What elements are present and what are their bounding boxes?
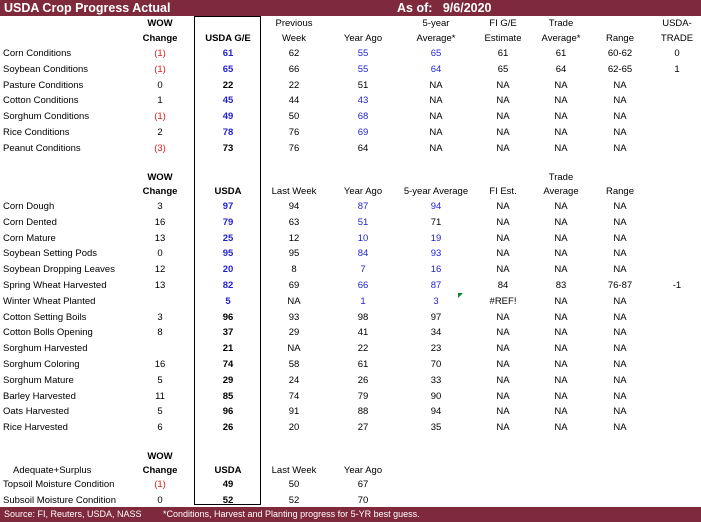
fi-estimate-cell: NA xyxy=(496,142,510,154)
usda-cell: 45 xyxy=(222,95,234,107)
previous-week-cell: 24 xyxy=(288,374,300,386)
year-ago-cell: 55 xyxy=(357,63,369,75)
range-cell: NA xyxy=(613,201,627,212)
header-last-week: Last Week xyxy=(271,186,317,197)
wow-change-cell: 5 xyxy=(157,406,163,418)
year-ago-cell: 26 xyxy=(357,374,369,386)
usda-cell: 37 xyxy=(222,327,234,339)
trade-average-cell: NA xyxy=(554,111,568,123)
range-cell: NA xyxy=(613,142,627,154)
table-row xyxy=(0,110,701,124)
trade-average-cell: NA xyxy=(554,374,568,386)
range-cell: NA xyxy=(613,248,627,260)
five-year-average-cell: 94 xyxy=(430,201,442,212)
row-label: Soybean Setting Pods xyxy=(3,248,98,260)
usda-cell: 85 xyxy=(222,390,234,402)
usda-cell: 78 xyxy=(222,127,234,138)
previous-week-cell: 50 xyxy=(288,111,300,123)
year-ago-cell: 10 xyxy=(357,232,369,244)
usda-cell: 82 xyxy=(222,280,234,291)
year-ago-cell: 70 xyxy=(357,494,369,506)
usda-trade-cell: -1 xyxy=(672,280,682,291)
row-label: Rice Harvested xyxy=(3,422,68,434)
five-year-average-cell: 90 xyxy=(430,390,442,402)
header-change: Change xyxy=(142,33,178,44)
year-ago-cell: 1 xyxy=(360,295,366,307)
fi-estimate-cell: NA xyxy=(496,232,510,244)
year-ago-cell: 67 xyxy=(357,479,369,490)
trade-average-cell: NA xyxy=(554,359,568,370)
year-ago-cell: 22 xyxy=(357,343,369,355)
usda-cell: 95 xyxy=(222,248,234,260)
year-ago-cell: 79 xyxy=(357,390,369,402)
trade-average-cell: NA xyxy=(554,343,568,355)
usda-cell: 49 xyxy=(222,111,234,123)
fi-estimate-cell: NA xyxy=(496,406,510,418)
header-year-ago: Year Ago xyxy=(343,186,383,197)
header-usda-trade: USDA- xyxy=(662,18,692,29)
table-row xyxy=(0,374,701,388)
range-cell: NA xyxy=(613,127,627,138)
wow-change-cell: (3) xyxy=(154,142,166,154)
trade-average-cell: 61 xyxy=(555,48,567,59)
table-row xyxy=(0,94,701,108)
previous-week-cell: 74 xyxy=(288,390,300,402)
previous-week-cell: 93 xyxy=(288,311,300,323)
header-year-ago: Year Ago xyxy=(343,33,383,44)
table-row xyxy=(0,390,701,404)
row-label: Corn Dented xyxy=(3,216,57,228)
footer-source: Source: FI, Reuters, USDA, NASS xyxy=(4,509,142,519)
year-ago-cell: 98 xyxy=(357,311,369,323)
fi-estimate-cell: 61 xyxy=(497,48,509,59)
header-average: Average xyxy=(543,186,579,197)
fi-estimate-cell: NA xyxy=(496,79,510,91)
table-row xyxy=(0,247,701,261)
range-cell: NA xyxy=(613,232,627,244)
table-row xyxy=(0,494,701,508)
previous-week-cell: 20 xyxy=(288,422,300,434)
year-ago-cell: 7 xyxy=(360,264,366,276)
wow-change-cell: (1) xyxy=(154,479,166,490)
year-ago-cell: 88 xyxy=(357,406,369,418)
header-fi-est: FI Est. xyxy=(489,186,517,197)
trade-average-cell: NA xyxy=(554,327,568,339)
range-cell: NA xyxy=(613,343,627,355)
last-week-cell: 50 xyxy=(288,479,300,490)
header-5yr: 5-year xyxy=(422,18,450,29)
previous-week-cell: 44 xyxy=(288,95,300,107)
table-row xyxy=(0,232,701,246)
five-year-average-cell: 94 xyxy=(430,406,442,418)
trade-average-cell: NA xyxy=(554,390,568,402)
five-year-average-cell: 34 xyxy=(430,327,442,339)
table-row xyxy=(0,142,701,156)
five-year-average-cell: 65 xyxy=(430,48,442,59)
header-5yr-average: 5-year Average xyxy=(403,186,469,197)
range-cell: NA xyxy=(613,111,627,123)
usda-cell: 73 xyxy=(222,142,234,154)
five-year-average-cell: 71 xyxy=(430,216,442,228)
range-cell: NA xyxy=(613,216,627,228)
range-cell: NA xyxy=(613,311,627,323)
header-trade: Trade xyxy=(548,172,574,183)
trade-average-cell: NA xyxy=(554,248,568,260)
header-adequate-surplus: Adequate+Surplus xyxy=(13,465,92,476)
range-cell: NA xyxy=(613,79,627,91)
usda-cell: 74 xyxy=(222,359,234,370)
trade-average-cell: NA xyxy=(554,79,568,91)
report-title: USDA Crop Progress Actual xyxy=(4,1,171,15)
fi-estimate-cell: #REF! xyxy=(489,295,517,307)
year-ago-cell: 69 xyxy=(357,127,369,138)
row-label: Pasture Conditions xyxy=(3,79,84,91)
row-label: Spring Wheat Harvested xyxy=(3,280,107,291)
wow-change-cell: 8 xyxy=(157,327,163,339)
year-ago-cell: 66 xyxy=(357,280,369,291)
usda-cell: 97 xyxy=(222,201,234,212)
row-label: Corn Mature xyxy=(3,232,56,244)
five-year-average-cell: NA xyxy=(429,127,443,138)
wow-change-cell: 0 xyxy=(157,248,163,260)
section2-header-row-top xyxy=(0,172,701,186)
wow-change-cell: 3 xyxy=(157,201,163,212)
usda-cell: 29 xyxy=(222,374,234,386)
last-week-cell: 52 xyxy=(288,494,300,506)
row-label: Cotton Setting Boils xyxy=(3,311,87,323)
fi-estimate-cell: NA xyxy=(496,201,510,212)
five-year-average-cell: 23 xyxy=(430,343,442,355)
table-row xyxy=(0,79,701,93)
usda-cell: 20 xyxy=(222,264,234,276)
year-ago-cell: 43 xyxy=(357,95,369,107)
five-year-average-cell: 16 xyxy=(430,264,442,276)
range-cell: 62-65 xyxy=(607,63,633,75)
header-trade-average: Average* xyxy=(541,33,581,44)
footer-note: *Conditions, Harvest and Planting progress for 5-YR best guess. xyxy=(163,509,420,519)
as-of-date: As of: 9/6/2020 xyxy=(397,1,492,15)
wow-change-cell: 0 xyxy=(157,79,163,91)
fi-estimate-cell: NA xyxy=(496,216,510,228)
range-cell: NA xyxy=(613,264,627,276)
header-usda-ge: USDA G/E xyxy=(205,33,251,44)
wow-change-cell: (1) xyxy=(154,48,166,59)
row-label: Subsoil Moisture Condition xyxy=(3,494,117,506)
year-ago-cell: 41 xyxy=(357,327,369,339)
header-usda: USDA xyxy=(214,465,242,476)
usda-trade-cell: 1 xyxy=(674,63,680,75)
header-trade-diff: TRADE xyxy=(660,33,694,44)
five-year-average-cell: 93 xyxy=(430,248,442,260)
usda-cell: 25 xyxy=(222,232,234,244)
trade-average-cell: NA xyxy=(554,216,568,228)
header-change: Change xyxy=(142,465,178,476)
fi-estimate-cell: NA xyxy=(496,374,510,386)
fi-estimate-cell: NA xyxy=(496,359,510,370)
header-previous: Previous xyxy=(275,18,313,29)
previous-week-cell: 62 xyxy=(288,48,300,59)
year-ago-cell: 84 xyxy=(357,248,369,260)
year-ago-cell: 61 xyxy=(357,359,369,370)
row-label: Topsoil Moisture Condition xyxy=(3,479,115,490)
range-cell: 76-87 xyxy=(607,280,633,291)
fi-estimate-cell: NA xyxy=(496,343,510,355)
row-label: Cotton Conditions xyxy=(3,95,79,107)
wow-change-cell: 6 xyxy=(157,422,163,434)
section2-header-row-bottom xyxy=(0,186,701,200)
header-average: Average* xyxy=(416,33,456,44)
trade-average-cell: NA xyxy=(554,142,568,154)
trade-average-cell: NA xyxy=(554,232,568,244)
five-year-average-cell: 33 xyxy=(430,374,442,386)
five-year-average-cell: 97 xyxy=(430,311,442,323)
usda-cell: 65 xyxy=(222,63,234,75)
table-row xyxy=(0,326,701,340)
row-label: Cotton Bolls Opening xyxy=(3,327,93,339)
usda-cell: 61 xyxy=(222,48,234,59)
five-year-average-cell: 3 xyxy=(433,295,439,307)
range-cell: 60-62 xyxy=(607,48,633,59)
range-cell: NA xyxy=(613,390,627,402)
previous-week-cell: 76 xyxy=(288,127,300,138)
table-row xyxy=(0,216,701,230)
previous-week-cell: 95 xyxy=(288,248,300,260)
wow-change-cell: 13 xyxy=(154,280,166,291)
year-ago-cell: 68 xyxy=(357,111,369,123)
row-label: Rice Conditions xyxy=(3,127,70,138)
five-year-average-cell: NA xyxy=(429,142,443,154)
table-row xyxy=(0,47,701,61)
table-row xyxy=(0,295,701,309)
header-range: Range xyxy=(606,186,634,197)
year-ago-cell: 55 xyxy=(357,48,369,59)
trade-average-cell: 64 xyxy=(555,63,567,75)
range-cell: NA xyxy=(613,374,627,386)
row-label: Sorghum Coloring xyxy=(3,359,80,370)
row-label: Corn Conditions xyxy=(3,48,72,59)
wow-change-cell: (1) xyxy=(154,111,166,123)
fi-estimate-cell: NA xyxy=(496,111,510,123)
five-year-average-cell: 35 xyxy=(430,422,442,434)
table-row xyxy=(0,263,701,277)
trade-average-cell: NA xyxy=(554,201,568,212)
wow-change-cell: (1) xyxy=(154,63,166,75)
row-label: Sorghum Harvested xyxy=(3,343,88,355)
usda-cell: 52 xyxy=(222,494,234,506)
section3-header-row-bottom xyxy=(0,465,701,479)
title-bar xyxy=(0,0,701,16)
range-cell: NA xyxy=(613,422,627,434)
row-label: Corn Dough xyxy=(3,201,55,212)
header-wow: WOW xyxy=(147,172,173,183)
header-trade: Trade xyxy=(548,18,574,29)
header-range: Range xyxy=(606,33,634,44)
row-label: Oats Harvested xyxy=(3,406,69,418)
usda-trade-cell: 0 xyxy=(674,48,680,59)
table-row xyxy=(0,358,701,372)
wow-change-cell: 5 xyxy=(157,374,163,386)
fi-estimate-cell: NA xyxy=(496,422,510,434)
previous-week-cell: 91 xyxy=(288,406,300,418)
five-year-average-cell: 70 xyxy=(430,359,442,370)
year-ago-cell: 27 xyxy=(357,422,369,434)
range-cell: NA xyxy=(613,95,627,107)
row-label: Winter Wheat Planted xyxy=(3,295,96,307)
header-change: Change xyxy=(142,186,178,197)
header-usda: USDA xyxy=(214,186,242,197)
fi-estimate-cell: NA xyxy=(496,248,510,260)
previous-week-cell: 8 xyxy=(291,264,297,276)
fi-estimate-cell: NA xyxy=(496,127,510,138)
trade-average-cell: NA xyxy=(554,422,568,434)
header-wow: WOW xyxy=(147,18,173,29)
table-row xyxy=(0,311,701,325)
header-year-ago: Year Ago xyxy=(343,465,383,476)
range-cell: NA xyxy=(613,295,627,307)
trade-average-cell: NA xyxy=(554,264,568,276)
previous-week-cell: 66 xyxy=(288,63,300,75)
previous-week-cell: 58 xyxy=(288,359,300,370)
fi-estimate-cell: NA xyxy=(496,95,510,107)
trade-average-cell: NA xyxy=(554,127,568,138)
range-cell: NA xyxy=(613,327,627,339)
previous-week-cell: 22 xyxy=(288,79,300,91)
year-ago-cell: 51 xyxy=(357,79,369,91)
year-ago-cell: 51 xyxy=(357,216,369,228)
previous-week-cell: NA xyxy=(287,295,301,307)
fi-estimate-cell: NA xyxy=(496,390,510,402)
trade-average-cell: NA xyxy=(554,95,568,107)
wow-change-cell: 16 xyxy=(154,216,166,228)
wow-change-cell: 0 xyxy=(157,494,163,506)
previous-week-cell: 12 xyxy=(288,232,300,244)
year-ago-cell: 87 xyxy=(357,201,369,212)
section1-header-row-bottom xyxy=(0,33,701,47)
fi-estimate-cell: NA xyxy=(496,327,510,339)
previous-week-cell: NA xyxy=(287,343,301,355)
previous-week-cell: 94 xyxy=(288,201,300,212)
header-estimate: Estimate xyxy=(484,33,522,44)
table-row xyxy=(0,342,701,356)
trade-average-cell: NA xyxy=(554,311,568,323)
row-label: Sorghum Conditions xyxy=(3,111,90,123)
five-year-average-cell: 19 xyxy=(430,232,442,244)
five-year-average-cell: 64 xyxy=(430,63,442,75)
usda-cell: 96 xyxy=(222,311,234,323)
five-year-average-cell: NA xyxy=(429,79,443,91)
trade-average-cell: NA xyxy=(554,406,568,418)
section1-header-row-top xyxy=(0,18,701,32)
section3-header-row-top xyxy=(0,451,701,465)
header-fi: FI G/E xyxy=(489,18,517,29)
row-label: Soybean Dropping Leaves xyxy=(3,264,115,276)
wow-change-cell: 1 xyxy=(157,95,163,107)
usda-cell: 5 xyxy=(225,295,231,307)
five-year-average-cell: NA xyxy=(429,111,443,123)
fi-estimate-cell: NA xyxy=(496,264,510,276)
usda-cell: 21 xyxy=(222,343,234,355)
fi-estimate-cell: 65 xyxy=(497,63,509,75)
wow-change-cell: 16 xyxy=(154,359,166,370)
header-week: Week xyxy=(281,33,307,44)
wow-change-cell: 12 xyxy=(154,264,166,276)
range-cell: NA xyxy=(613,359,627,370)
usda-cell: 96 xyxy=(222,406,234,418)
previous-week-cell: 29 xyxy=(288,327,300,339)
previous-week-cell: 76 xyxy=(288,142,300,154)
wow-change-cell: 3 xyxy=(157,311,163,323)
row-label: Sorghum Mature xyxy=(3,374,74,386)
fi-estimate-cell: 84 xyxy=(497,280,509,291)
wow-change-cell: 13 xyxy=(154,232,166,244)
table-row xyxy=(0,478,701,492)
five-year-average-cell: 87 xyxy=(430,280,442,291)
cell-error-flag-icon xyxy=(458,293,463,298)
previous-week-cell: 63 xyxy=(288,216,300,228)
trade-average-cell: NA xyxy=(554,295,568,307)
table-row xyxy=(0,63,701,77)
row-label: Soybean Conditions xyxy=(3,63,89,75)
table-row xyxy=(0,200,701,214)
fi-estimate-cell: NA xyxy=(496,311,510,323)
wow-change-cell: 11 xyxy=(155,390,165,402)
year-ago-cell: 64 xyxy=(357,142,369,154)
trade-average-cell: 83 xyxy=(555,280,567,291)
table-row xyxy=(0,126,701,140)
header-last-week: Last Week xyxy=(271,465,317,476)
table-row xyxy=(0,279,701,293)
range-cell: NA xyxy=(613,406,627,418)
footer-bar xyxy=(0,507,701,522)
usda-cell: 49 xyxy=(222,479,234,490)
header-wow: WOW xyxy=(147,451,173,462)
table-row xyxy=(0,405,701,419)
usda-cell: 26 xyxy=(222,422,234,434)
row-label: Barley Harvested xyxy=(3,390,76,402)
usda-cell: 22 xyxy=(222,79,234,91)
table-row xyxy=(0,421,701,435)
usda-cell: 79 xyxy=(222,216,234,228)
wow-change-cell: 2 xyxy=(157,127,163,138)
five-year-average-cell: NA xyxy=(429,95,443,107)
previous-week-cell: 69 xyxy=(288,280,300,291)
row-label: Peanut Conditions xyxy=(3,142,81,154)
